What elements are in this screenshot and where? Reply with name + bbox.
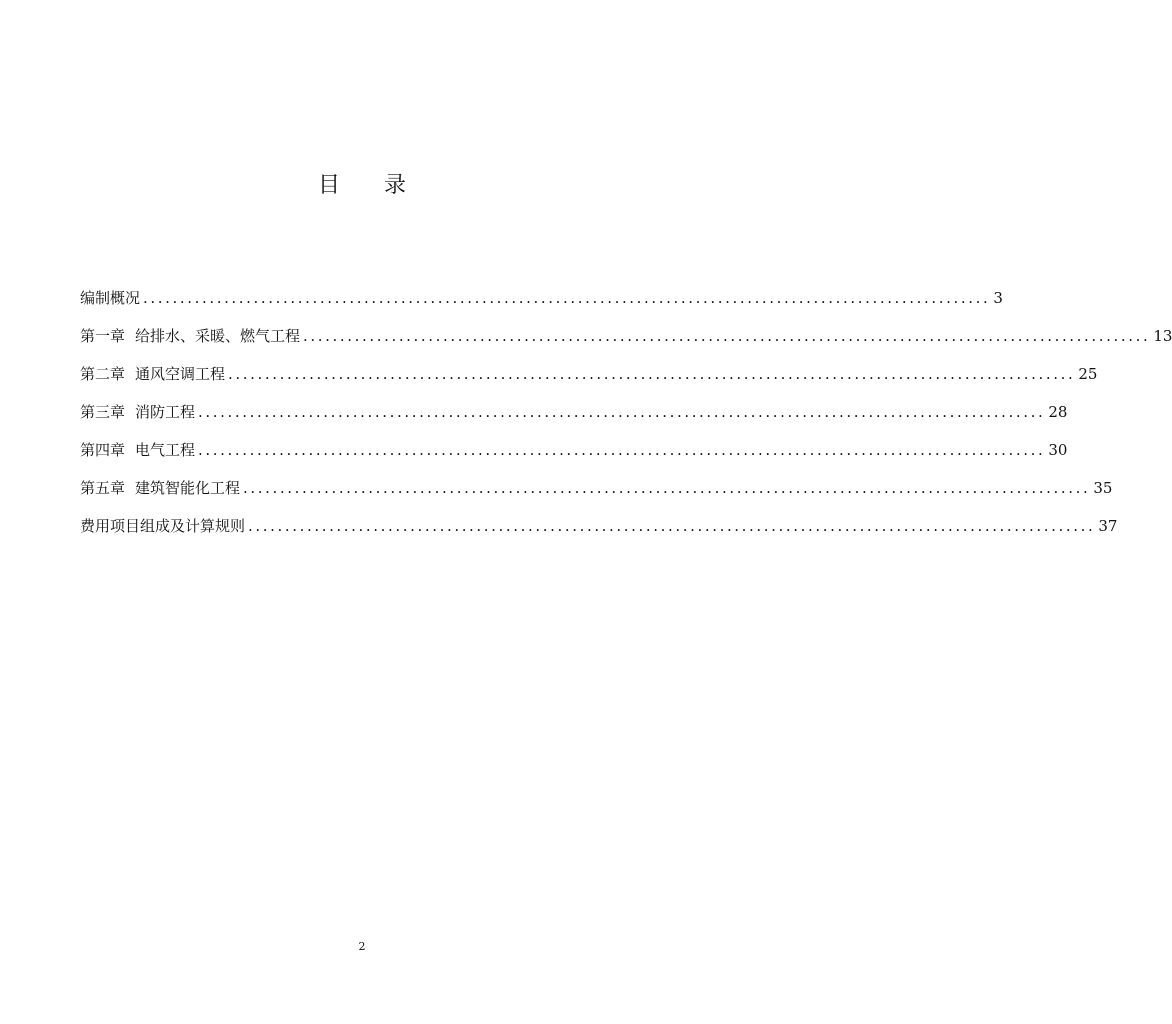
toc-entry-page: 30	[1048, 441, 1068, 459]
toc-entry-chapter: 第三章	[80, 403, 126, 421]
toc-entry-chapter: 第一章	[80, 327, 126, 345]
toc-entry-chapter: 第四章	[80, 441, 126, 459]
toc-entry-chapter: 第二章	[80, 365, 126, 383]
toc-entry-chapter: 第五章	[80, 479, 126, 497]
toc-title: 目录	[317, 173, 450, 198]
toc-entry-chapter-4[interactable]	[80, 438, 1068, 476]
toc-entry-chapter-3[interactable]	[80, 400, 1068, 438]
toc-entry-page: 3	[993, 289, 1003, 307]
toc-entry-page: 28	[1048, 403, 1068, 421]
toc-entry-overview[interactable]	[80, 286, 1003, 324]
toc-leader-dots: ...................................................................................................................	[243, 479, 1091, 497]
toc-entry-label: 通风空调工程	[135, 365, 226, 383]
toc-entry-chapter-5[interactable]	[80, 476, 1113, 514]
toc-entry-page: 25	[1078, 365, 1098, 383]
toc-entry-chapter-1[interactable]	[80, 324, 1172, 362]
toc-leader-dots: ...................................................................................................................	[198, 403, 1046, 421]
toc-entry-label: 建筑智能化工程	[135, 479, 241, 497]
toc-entry-cost-rules[interactable]	[80, 514, 1118, 552]
toc-entry-label: 编制概况	[80, 289, 141, 307]
toc-entry-page: 35	[1093, 479, 1113, 497]
toc-leader-dots: ...................................................................................................................	[303, 327, 1151, 345]
toc-leader-dots: ...................................................................................................................	[228, 365, 1076, 383]
page-number: 2	[358, 940, 366, 953]
toc-leader-dots: ...................................................................................................................	[198, 441, 1046, 459]
toc-leader-dots: ...................................................................................................................	[248, 517, 1096, 535]
toc-entry-label: 给排水、采暖、燃气工程	[135, 327, 301, 345]
toc-entry-label: 电气工程	[135, 441, 196, 459]
toc-entry-label: 费用项目组成及计算规则	[80, 517, 246, 535]
toc-entry-page: 37	[1098, 517, 1118, 535]
toc-leader-dots: ...................................................................................................................	[143, 289, 991, 307]
toc-entry-page: 13	[1153, 327, 1172, 345]
toc-entry-chapter-2[interactable]	[80, 362, 1098, 400]
toc-entry-label: 消防工程	[135, 403, 196, 421]
toc-list	[80, 286, 1172, 552]
